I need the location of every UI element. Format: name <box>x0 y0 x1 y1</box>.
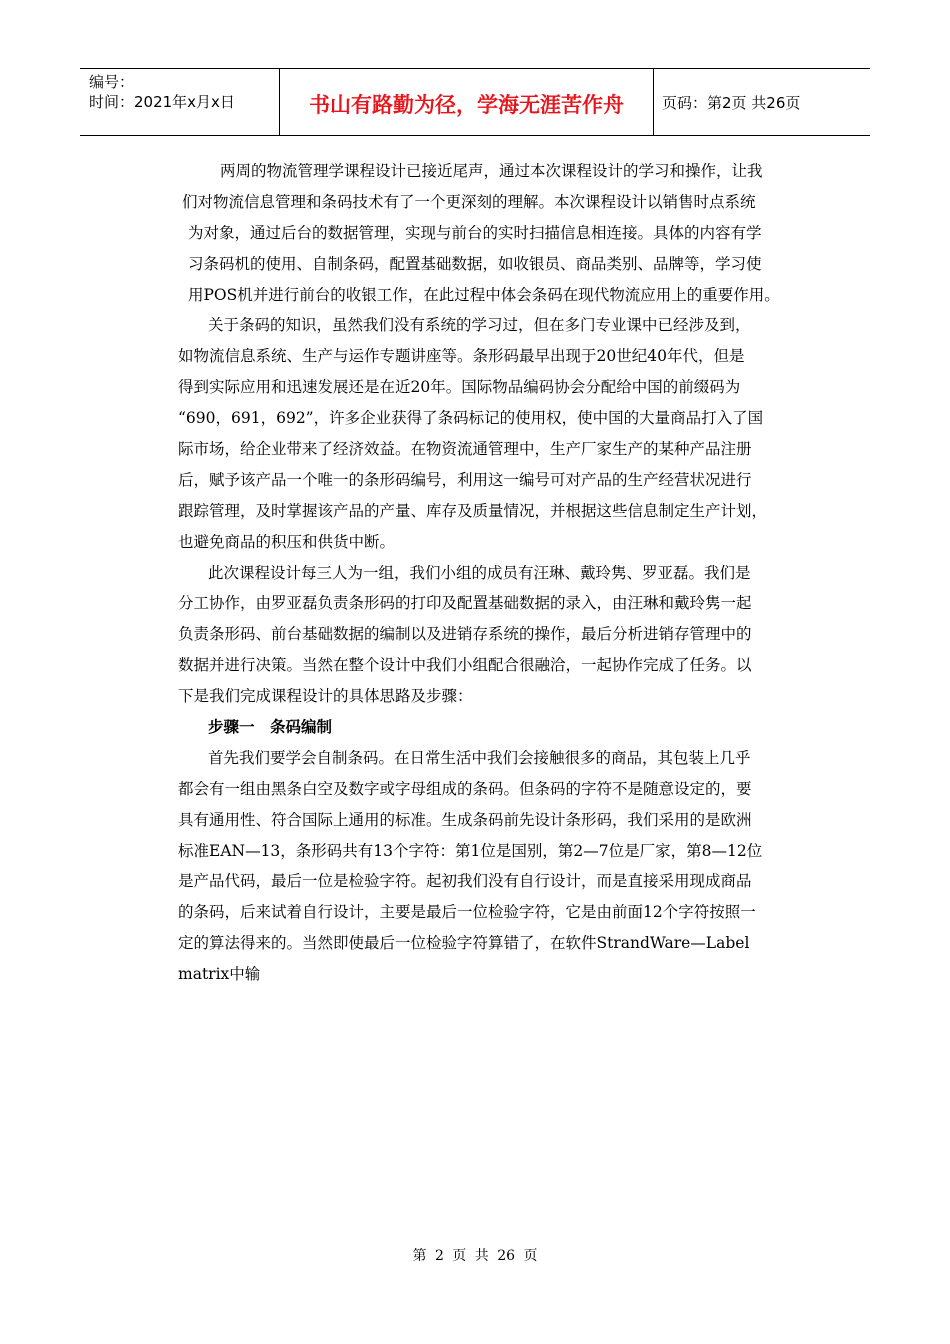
body-text-line: 用POS机并进行前台的收银工作，在此过程中体会条码在现代物流应用上的重要作用。 <box>188 285 780 304</box>
page-header <box>80 68 870 136</box>
header-motto: 书山有路勤为径，学海无涯苦作舟 <box>280 69 654 135</box>
body-text-line: 首先我们要学会自制条码。在日常生活中我们会接触很多的商品，其包装上几乎 <box>208 748 751 767</box>
header-meta <box>80 69 280 135</box>
body-text-line: 习条码机的使用、自制条码，配置基础数据，如收银员、商品类别、品牌等，学习使 <box>188 254 762 273</box>
body-text-line: 们对物流信息管理和条码技术有了一个更深刻的理解。本次课程设计以销售时点系统 <box>182 192 756 211</box>
body-text-line: 负责条形码、前台基础数据的编制以及进销存系统的操作，最后分析进销存管理中的 <box>178 625 752 644</box>
body-text-line: “690，691，692”，许多企业获得了条码标记的使用权，使中国的大量商品打入了国 <box>178 409 764 428</box>
body-text-line: 跟踪管理，及时掌握该产品的产量、库存及质量情况，并根据这些信息制定生产计划， <box>178 501 768 520</box>
body-text-line: 下是我们完成课程设计的具体思路及步骤： <box>178 687 473 706</box>
body-text-line: 后，赋予该产品一个唯一的条形码编号，利用这一编号可对产品的生产经营状况进行 <box>178 470 752 489</box>
body-text-line: matrix中输 <box>178 965 261 984</box>
body-text-line: 标准EAN—13，条形码共有13个字符：第1位是国别，第2—7位是厂家，第8—12位 <box>178 841 763 860</box>
body-text-line: 数据并进行决策。当然在整个设计中我们小组配合很融洽，一起协作完成了任务。以 <box>178 656 752 675</box>
page-footer: 第 2 页 共 26 页 <box>412 1248 538 1264</box>
body-text-line: 两周的物流管理学课程设计已接近尾声，通过本次课程设计的学习和操作，让我 <box>220 162 763 180</box>
header-page-info: 页码：第2页 共26页 <box>662 93 801 112</box>
body-text-line: 也避免商品的积压和供货中断。 <box>178 532 396 551</box>
body-text-line: 的条码，后来试着自行设计，主要是最后一位检验字符，它是由前面12个字符按照一 <box>178 903 756 922</box>
body-text-line: 分工协作，由罗亚磊负责条形码的打印及配置基础数据的录入，由汪琳和戴玲隽一起 <box>178 594 752 613</box>
body-text-line: 关于条码的知识，虽然我们没有系统的学习过，但在多门专业课中已经涉及到， <box>208 316 751 335</box>
body-text-line: 如物流信息系统、生产与运作专题讲座等。条形码最早出现于20世纪40年代，但是 <box>178 347 745 366</box>
doc-date-label: 时间：2021年x月x日 <box>89 93 235 111</box>
body-text-line: 此次课程设计每三人为一组，我们小组的成员有汪琳、戴玲隽、罗亚磊。我们是 <box>208 563 751 582</box>
section-heading: 步骤一 条码编制 <box>208 718 333 737</box>
body-text-line: 是产品代码，最后一位是检验字符。起初我们没有自行设计，而是直接采用现成商品 <box>178 872 752 891</box>
body-text-line: 具有通用性、符合国际上通用的标准。生成条码前先设计条形码，我们采用的是欧洲 <box>178 810 752 829</box>
document-body <box>178 156 818 990</box>
body-text-line: 定的算法得来的。当然即使最后一位检验字符算错了，在软件StrandWare—Label <box>178 934 750 953</box>
body-text-line: 为对象，通过后台的数据管理，实现与前台的实时扫描信息相连接。具体的内容有学 <box>188 223 762 242</box>
body-text-line: 得到实际应用和迅速发展还是在近20年。国际物品编码协会分配给中国的前缀码为 <box>178 378 741 397</box>
body-text-line: 际市场，给企业带来了经济效益。在物资流通管理中，生产厂家生产的某种产品注册 <box>178 440 752 459</box>
body-text-line: 都会有一组由黑条白空及数字或字母组成的条码。但条码的字符不是随意设定的，要 <box>178 779 752 798</box>
doc-code-label: 编号： <box>89 73 135 91</box>
